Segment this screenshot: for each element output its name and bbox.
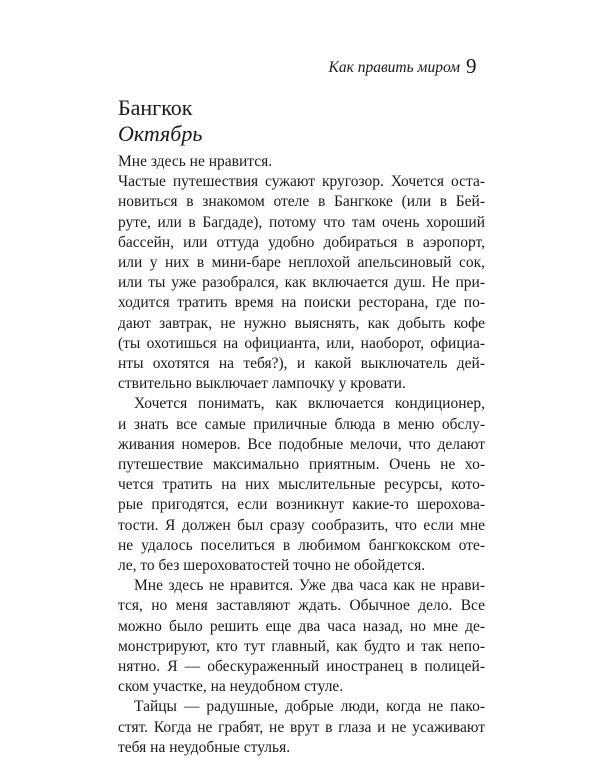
text-line: тебя на неудобные стулья. bbox=[118, 738, 291, 756]
text-line: (ты охотишься на официанта, или, наоборот, официа- bbox=[118, 334, 485, 352]
text-line: дают завтрак, не нужно выяснять, как добыть кофе bbox=[118, 314, 485, 332]
text-line: Мне здесь не нравится. bbox=[118, 153, 273, 170]
running-title: Как править миром bbox=[328, 59, 460, 76]
text-line: живания номеров. Все подобные мелочи, что делают bbox=[118, 435, 485, 453]
text-line: ходится тратить время на поиски ресторана, где по- bbox=[118, 294, 485, 312]
text-line: или у них в мини-баре неплохой апельсиновый сок, bbox=[118, 254, 485, 272]
text-line: Мне здесь не нравится. Уже два часа как не нрави- bbox=[134, 577, 485, 595]
text-line: Хочется понимать, как включается кондиционер, bbox=[134, 395, 485, 413]
text-line: стят. Когда не грабят, не врут в глаза и не усаживают bbox=[118, 718, 485, 736]
text-line: нятно. Я — обескураженный иностранец в полицей- bbox=[118, 658, 485, 676]
text-line: ле, то без шероховатостей точно не обойдется. bbox=[118, 557, 426, 575]
text-line: тости. Я должен был сразу сообразить, что если мне bbox=[118, 516, 485, 534]
chapter-subtitle: Октябрь bbox=[118, 121, 203, 146]
text-line: Тайцы — радушные, добрые люди, когда не пако- bbox=[134, 698, 485, 716]
text-line: Частые путешествия сужают кругозор. Хочется оста- bbox=[118, 173, 485, 191]
text-line: бассейн, или оттуда удобно добираться в аэропорт, bbox=[118, 233, 485, 251]
text-line: руте, или в Багдаде), потому что там очень хороший bbox=[118, 213, 485, 231]
body-text bbox=[118, 152, 485, 758]
text-line: или ты уже разобрался, как включается душ. Не при- bbox=[118, 274, 485, 292]
text-line: ском участке, на неудобном стуле. bbox=[118, 678, 344, 696]
chapter-title: Бангкок bbox=[118, 95, 193, 120]
page-number: 9 bbox=[466, 54, 477, 78]
text-line: рые пригодятся, если возникнут какие-то шерохова- bbox=[118, 496, 485, 514]
text-line: и знать все самые приличные блюда в меню обслу- bbox=[118, 415, 485, 433]
text-line: новиться в знакомом отеле в Бангкоке (или в Бей- bbox=[118, 193, 485, 211]
text-line: чется тратить на них мыслительные ресурсы, кото- bbox=[118, 476, 485, 494]
text-line: тся, но меня заставляют ждать. Обычное дело. Все bbox=[118, 597, 485, 615]
text-line: путешествие максимально приятным. Очень не хо- bbox=[118, 456, 485, 474]
text-line: нты охотятся на тебя?), и какой выключатель дей- bbox=[118, 355, 485, 373]
text-line: можно было решить еще два часа назад, но мне де- bbox=[118, 617, 485, 635]
text-line: не удалось поселиться в любимом бангкокском оте- bbox=[118, 536, 485, 554]
text-line: монстрируют, кто тут главный, как будто и так непо- bbox=[118, 637, 485, 655]
text-line: ствительно выключает лампочку у кровати. bbox=[118, 375, 406, 393]
